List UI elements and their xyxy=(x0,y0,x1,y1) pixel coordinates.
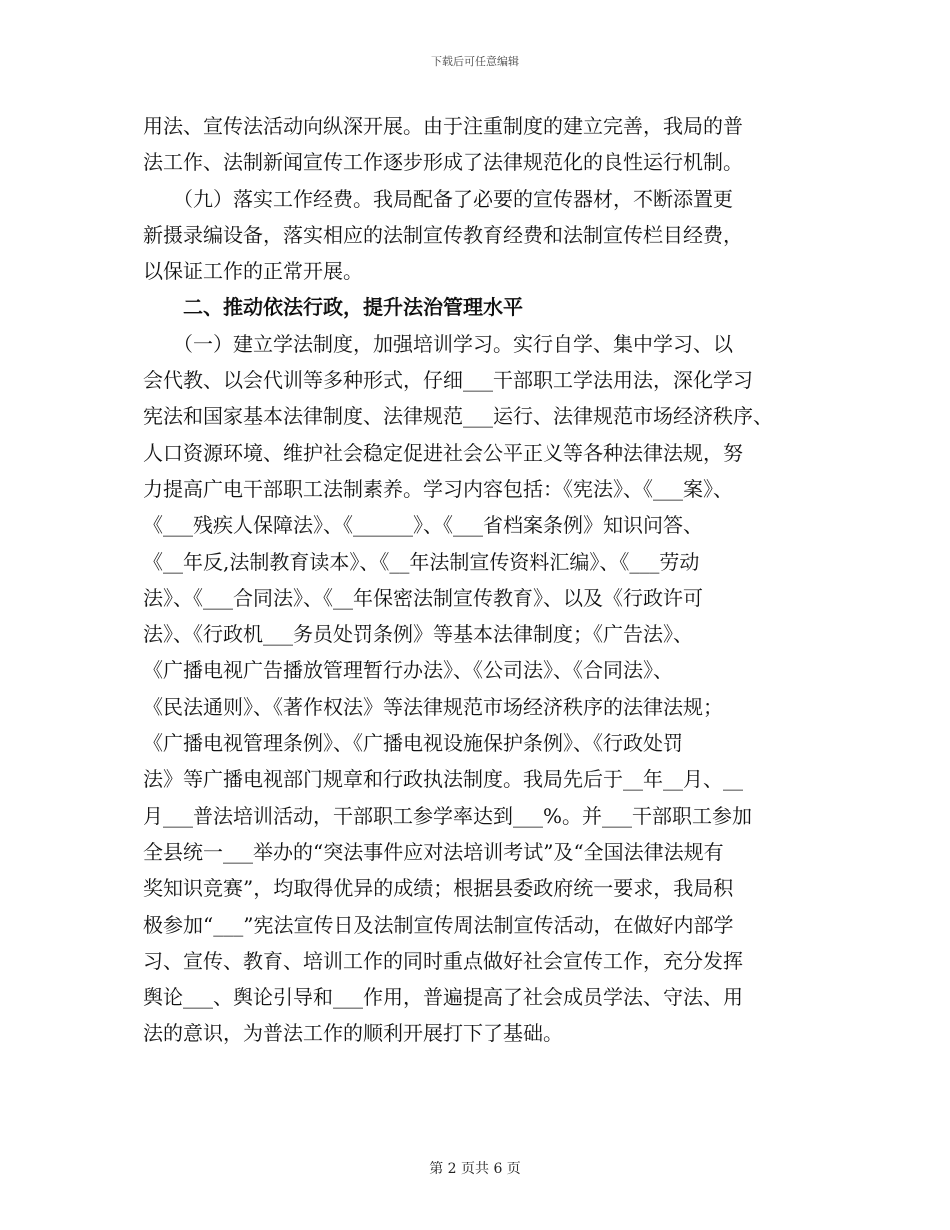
text-line: （一）建立学法制度，加强培训学习。实行自学、集中学习、以 xyxy=(143,331,733,356)
text-line: 习、宣传、教育、培训工作的同时重点做好社会宣传工作，充分发挥 xyxy=(143,948,743,973)
text-line: 奖知识竞赛”，均取得优异的成绩；根据县委政府统一要求，我局积 xyxy=(143,876,734,901)
text-line: 《___残疾人保障法》、《______》、《___省档案条例》知识问答、 xyxy=(143,513,703,538)
text-line: 《民法通则》、《著作权法》等法律规范市场经济秩序的法律法规； xyxy=(143,694,723,719)
text-line: 极参加“___”宪法宣传日及法制宣传周法制宣传活动，在做好内部学 xyxy=(143,912,734,937)
page-footer: 第 2 页共 6 页 xyxy=(429,1161,521,1177)
text-line: 以保证工作的正常开展。 xyxy=(143,259,363,284)
text-line: 会代教、以会代训等多种形式，仔细___干部职工学法用法，深化学习 xyxy=(143,368,753,393)
text-line: （九）落实工作经费。我局配备了必要的宣传器材，不断添置更 xyxy=(143,186,733,211)
text-line: 法》、《___合同法》、《__年保密法制宣传教育》、以及《行政许可 xyxy=(143,585,703,610)
text-line: 《广播电视广告播放管理暂行办法》、《公司法》、《合同法》、 xyxy=(143,658,673,683)
text-line: 新摄录编设备，落实相应的法制宣传教育经费和法制宣传栏目经费， xyxy=(143,222,743,247)
text-line: 法工作、法制新闻宣传工作逐步形成了法律规范化的良性运行机制。 xyxy=(143,150,743,175)
text-line: 法》等广播电视部门规章和行政执法制度。我局先后于__年__月、__ xyxy=(143,767,743,792)
text-line: 法的意识，为普法工作的顺利开展打下了基础。 xyxy=(143,1021,563,1046)
document-body xyxy=(143,108,815,1052)
page-header: 下载后可任意编辑 xyxy=(431,55,519,68)
text-line: 宪法和国家基本法律制度、法律规范___运行、法律规范市场经济秩序、 xyxy=(143,404,773,429)
text-line: 舆论___、舆论引导和___作用，普遍提高了社会成员学法、守法、用 xyxy=(143,985,743,1010)
text-line: 人口资源环境、维护社会稳定促进社会公平正义等各种法律法规，努 xyxy=(143,440,743,465)
text-line: 用法、宣传法活动向纵深开展。由于注重制度的建立完善，我局的普 xyxy=(143,114,743,138)
text-line: 法》、《行政机___务员处罚条例》等基本法律制度；《广告法》、 xyxy=(143,622,693,647)
section-heading: 二、推动依法行政，提升法治管理水平 xyxy=(143,295,523,320)
text-line: 全县统一___举办的“突法事件应对法培训考试”及“全国法律法规有 xyxy=(143,839,724,864)
text-line: 力提高广电干部职工法制素养。学习内容包括：《宪法》、《___案》、 xyxy=(143,476,733,501)
text-line: 《__年反,法制教育读本》、《__年法制宣传资料汇编》、《___劳动 xyxy=(143,549,700,574)
text-line: 《广播电视管理条例》、《广播电视设施保护条例》、《行政处罚 xyxy=(143,731,683,756)
text-line: 月___普法培训活动，干部职工参学率达到___%。并___干部职工参加 xyxy=(143,803,753,828)
